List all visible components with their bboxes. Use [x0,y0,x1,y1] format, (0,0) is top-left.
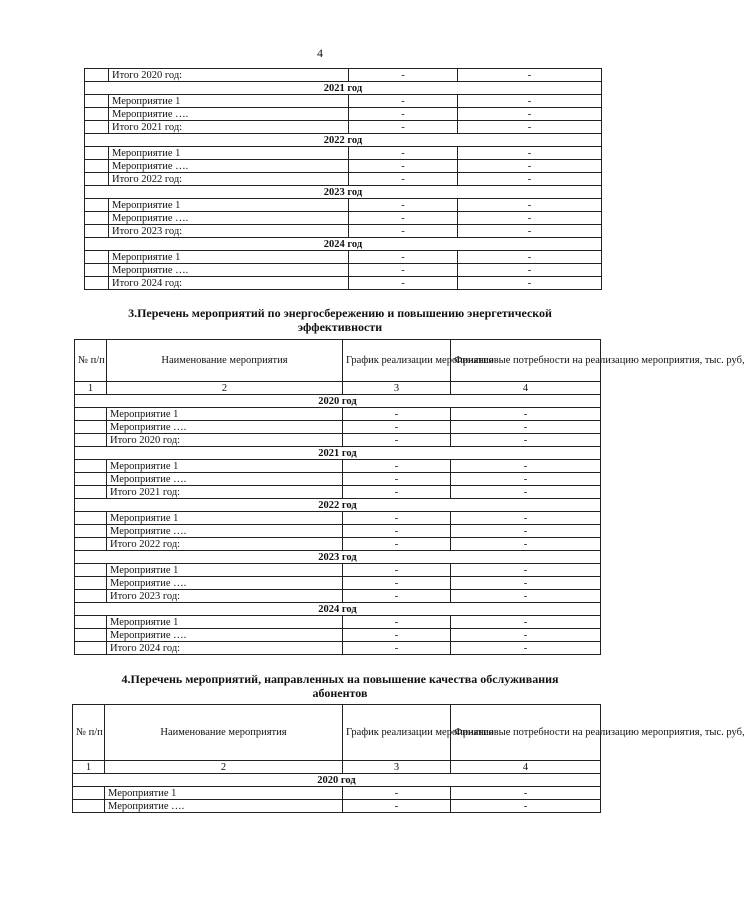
table-2-continuation [84,68,602,290]
dash-cell: - [343,800,451,813]
table-row [75,473,601,486]
table-row [85,225,602,238]
dash-cell: - [343,473,451,486]
dash-cell: - [349,199,458,212]
dash-cell: - [349,160,458,173]
dash-cell: - [458,160,602,173]
col-number: 1 [73,761,105,774]
dash-cell: - [349,121,458,134]
table-row [85,173,602,186]
year-label: 2024 год [85,238,602,251]
table-row [75,408,601,421]
page-number: 4 [317,46,323,60]
table-row [85,108,602,121]
year-row [75,447,601,460]
dash-cell: - [343,577,451,590]
dash-cell: - [451,787,601,800]
dash-cell: - [458,251,602,264]
item-label: Мероприятие …. [107,629,343,642]
year-label: 2023 год [75,551,601,564]
year-label: 2024 год [75,603,601,616]
total-label: Итого 2022 год: [107,538,343,551]
dash-cell: - [343,629,451,642]
table-row [85,121,602,134]
item-label: Мероприятие …. [105,800,343,813]
dash-cell: - [451,577,601,590]
dash-cell: - [349,264,458,277]
header-name: Наименование мероприятия [107,340,343,382]
table-row [85,212,602,225]
item-label: Мероприятие 1 [105,787,343,800]
dash-cell: - [458,95,602,108]
header-num: № п/п [75,340,107,382]
dash-cell: - [451,525,601,538]
year-row [85,186,602,199]
year-label: 2022 год [85,134,602,147]
dash-cell: - [458,121,602,134]
table-row [75,629,601,642]
item-label: Мероприятие 1 [109,199,349,212]
section-3-title-line2: эффективности [297,320,383,334]
year-row [85,238,602,251]
dash-cell: - [343,434,451,447]
header-finance: Финансовые потребности на реализацию мероприятия, тыс. руб, [451,705,601,761]
dash-cell: - [451,629,601,642]
dash-cell: - [451,408,601,421]
dash-cell: - [451,460,601,473]
item-label: Мероприятие …. [107,525,343,538]
year-row [75,603,601,616]
dash-cell: - [343,525,451,538]
item-label: Мероприятие …. [109,108,349,121]
year-label: 2022 год [75,499,601,512]
dash-cell: - [343,538,451,551]
col-number: 2 [107,382,343,395]
dash-cell: - [458,69,602,82]
table-row [85,160,602,173]
dash-cell: - [458,264,602,277]
table-4 [72,704,745,813]
total-label: Итого 2022 год: [109,173,349,186]
dash-cell: - [451,434,601,447]
dash-cell: - [451,538,601,551]
dash-cell: - [343,590,451,603]
total-label: Итого 2024 год: [107,642,343,655]
dash-cell: - [349,69,458,82]
header-row [75,340,601,382]
dash-cell: - [458,173,602,186]
year-row [85,134,602,147]
column-number-row [73,761,601,774]
item-label: Мероприятие …. [109,264,349,277]
dash-cell: - [451,486,601,499]
col-number: 4 [451,382,601,395]
year-row [75,551,601,564]
header-num: № п/п [73,705,105,761]
header-name: Наименование мероприятия [105,705,343,761]
year-label: 2021 год [85,82,602,95]
year-label: 2020 год [73,774,601,787]
header-finance: Финансовые потребности на реализацию мероприятия, тыс. руб, [451,340,601,382]
table-row [75,642,601,655]
col-number: 4 [451,761,601,774]
section-4-heading [60,672,620,700]
dash-cell: - [343,421,451,434]
header-row [73,705,601,761]
table-row [75,564,601,577]
item-label: Мероприятие 1 [109,251,349,264]
table-row [85,264,602,277]
dash-cell: - [349,277,458,290]
table-row [75,538,601,551]
item-label: Мероприятие 1 [107,408,343,421]
table-row [75,616,601,629]
dash-cell: - [349,108,458,121]
section-4-title-line2: абонентов [312,686,368,700]
table-row [85,251,602,264]
item-label: Мероприятие 1 [107,564,343,577]
item-label: Мероприятие 1 [107,512,343,525]
dash-cell: - [451,642,601,655]
dash-cell: - [451,590,601,603]
dash-cell: - [451,616,601,629]
column-number-row [75,382,601,395]
dash-cell: - [349,95,458,108]
dash-cell: - [343,486,451,499]
total-label: Итого 2021 год: [109,121,349,134]
dash-cell: - [451,473,601,486]
dash-cell: - [343,460,451,473]
dash-cell: - [349,251,458,264]
section-4-title-line1: 4.Перечень мероприятий, направленных на повышение качества обслуживания [121,672,559,686]
item-label: Мероприятие 1 [109,147,349,160]
dash-cell: - [343,408,451,421]
col-number: 3 [343,761,451,774]
table-row [85,277,602,290]
dash-cell: - [458,199,602,212]
table-row [85,95,602,108]
table-row [85,199,602,212]
table-row [75,434,601,447]
item-label: Мероприятие …. [109,212,349,225]
item-label: Мероприятие 1 [109,95,349,108]
year-row [75,395,601,408]
item-label: Мероприятие 1 [107,460,343,473]
dash-cell: - [349,147,458,160]
dash-cell: - [343,512,451,525]
dash-cell: - [343,564,451,577]
table-row [75,590,601,603]
dash-cell: - [451,421,601,434]
dash-cell: - [451,564,601,577]
dash-cell: - [451,512,601,525]
total-label: Итого 2021 год: [107,486,343,499]
total-label: Итого 2020 год: [107,434,343,447]
col-number: 2 [105,761,343,774]
table-3 [74,339,745,655]
table-row [75,460,601,473]
table-row [73,800,601,813]
total-label: Итого 2020 год: [109,69,349,82]
dash-cell: - [343,642,451,655]
dash-cell: - [458,212,602,225]
table-row [75,512,601,525]
header-schedule: График реализации мероприятия [343,340,451,382]
dash-cell: - [343,787,451,800]
col-number: 3 [343,382,451,395]
section-3-title-line1: 3.Перечень мероприятий по энергосбережению и повышению энергетической [128,306,552,320]
table-row [75,421,601,434]
year-row [73,774,601,787]
table-row [73,787,601,800]
item-label: Мероприятие 1 [107,616,343,629]
year-label: 2021 год [75,447,601,460]
item-label: Мероприятие …. [107,473,343,486]
table-row [85,147,602,160]
table-row [75,486,601,499]
dash-cell: - [458,147,602,160]
dash-cell: - [349,212,458,225]
item-label: Мероприятие …. [107,421,343,434]
year-row [75,499,601,512]
dash-cell: - [458,108,602,121]
dash-cell: - [458,225,602,238]
table-row [85,69,602,82]
total-label: Итого 2024 год: [109,277,349,290]
item-label: Мероприятие …. [109,160,349,173]
section-3-heading [60,306,620,334]
total-label: Итого 2023 год: [109,225,349,238]
header-schedule: График реализации мероприятия [343,705,451,761]
dash-cell: - [458,277,602,290]
dash-cell: - [343,616,451,629]
year-label: 2023 год [85,186,602,199]
item-label: Мероприятие …. [107,577,343,590]
year-label: 2020 год [75,395,601,408]
year-row [85,82,602,95]
dash-cell: - [349,225,458,238]
col-number: 1 [75,382,107,395]
table-row [75,577,601,590]
total-label: Итого 2023 год: [107,590,343,603]
dash-cell: - [349,173,458,186]
table-row [75,525,601,538]
dash-cell: - [451,800,601,813]
